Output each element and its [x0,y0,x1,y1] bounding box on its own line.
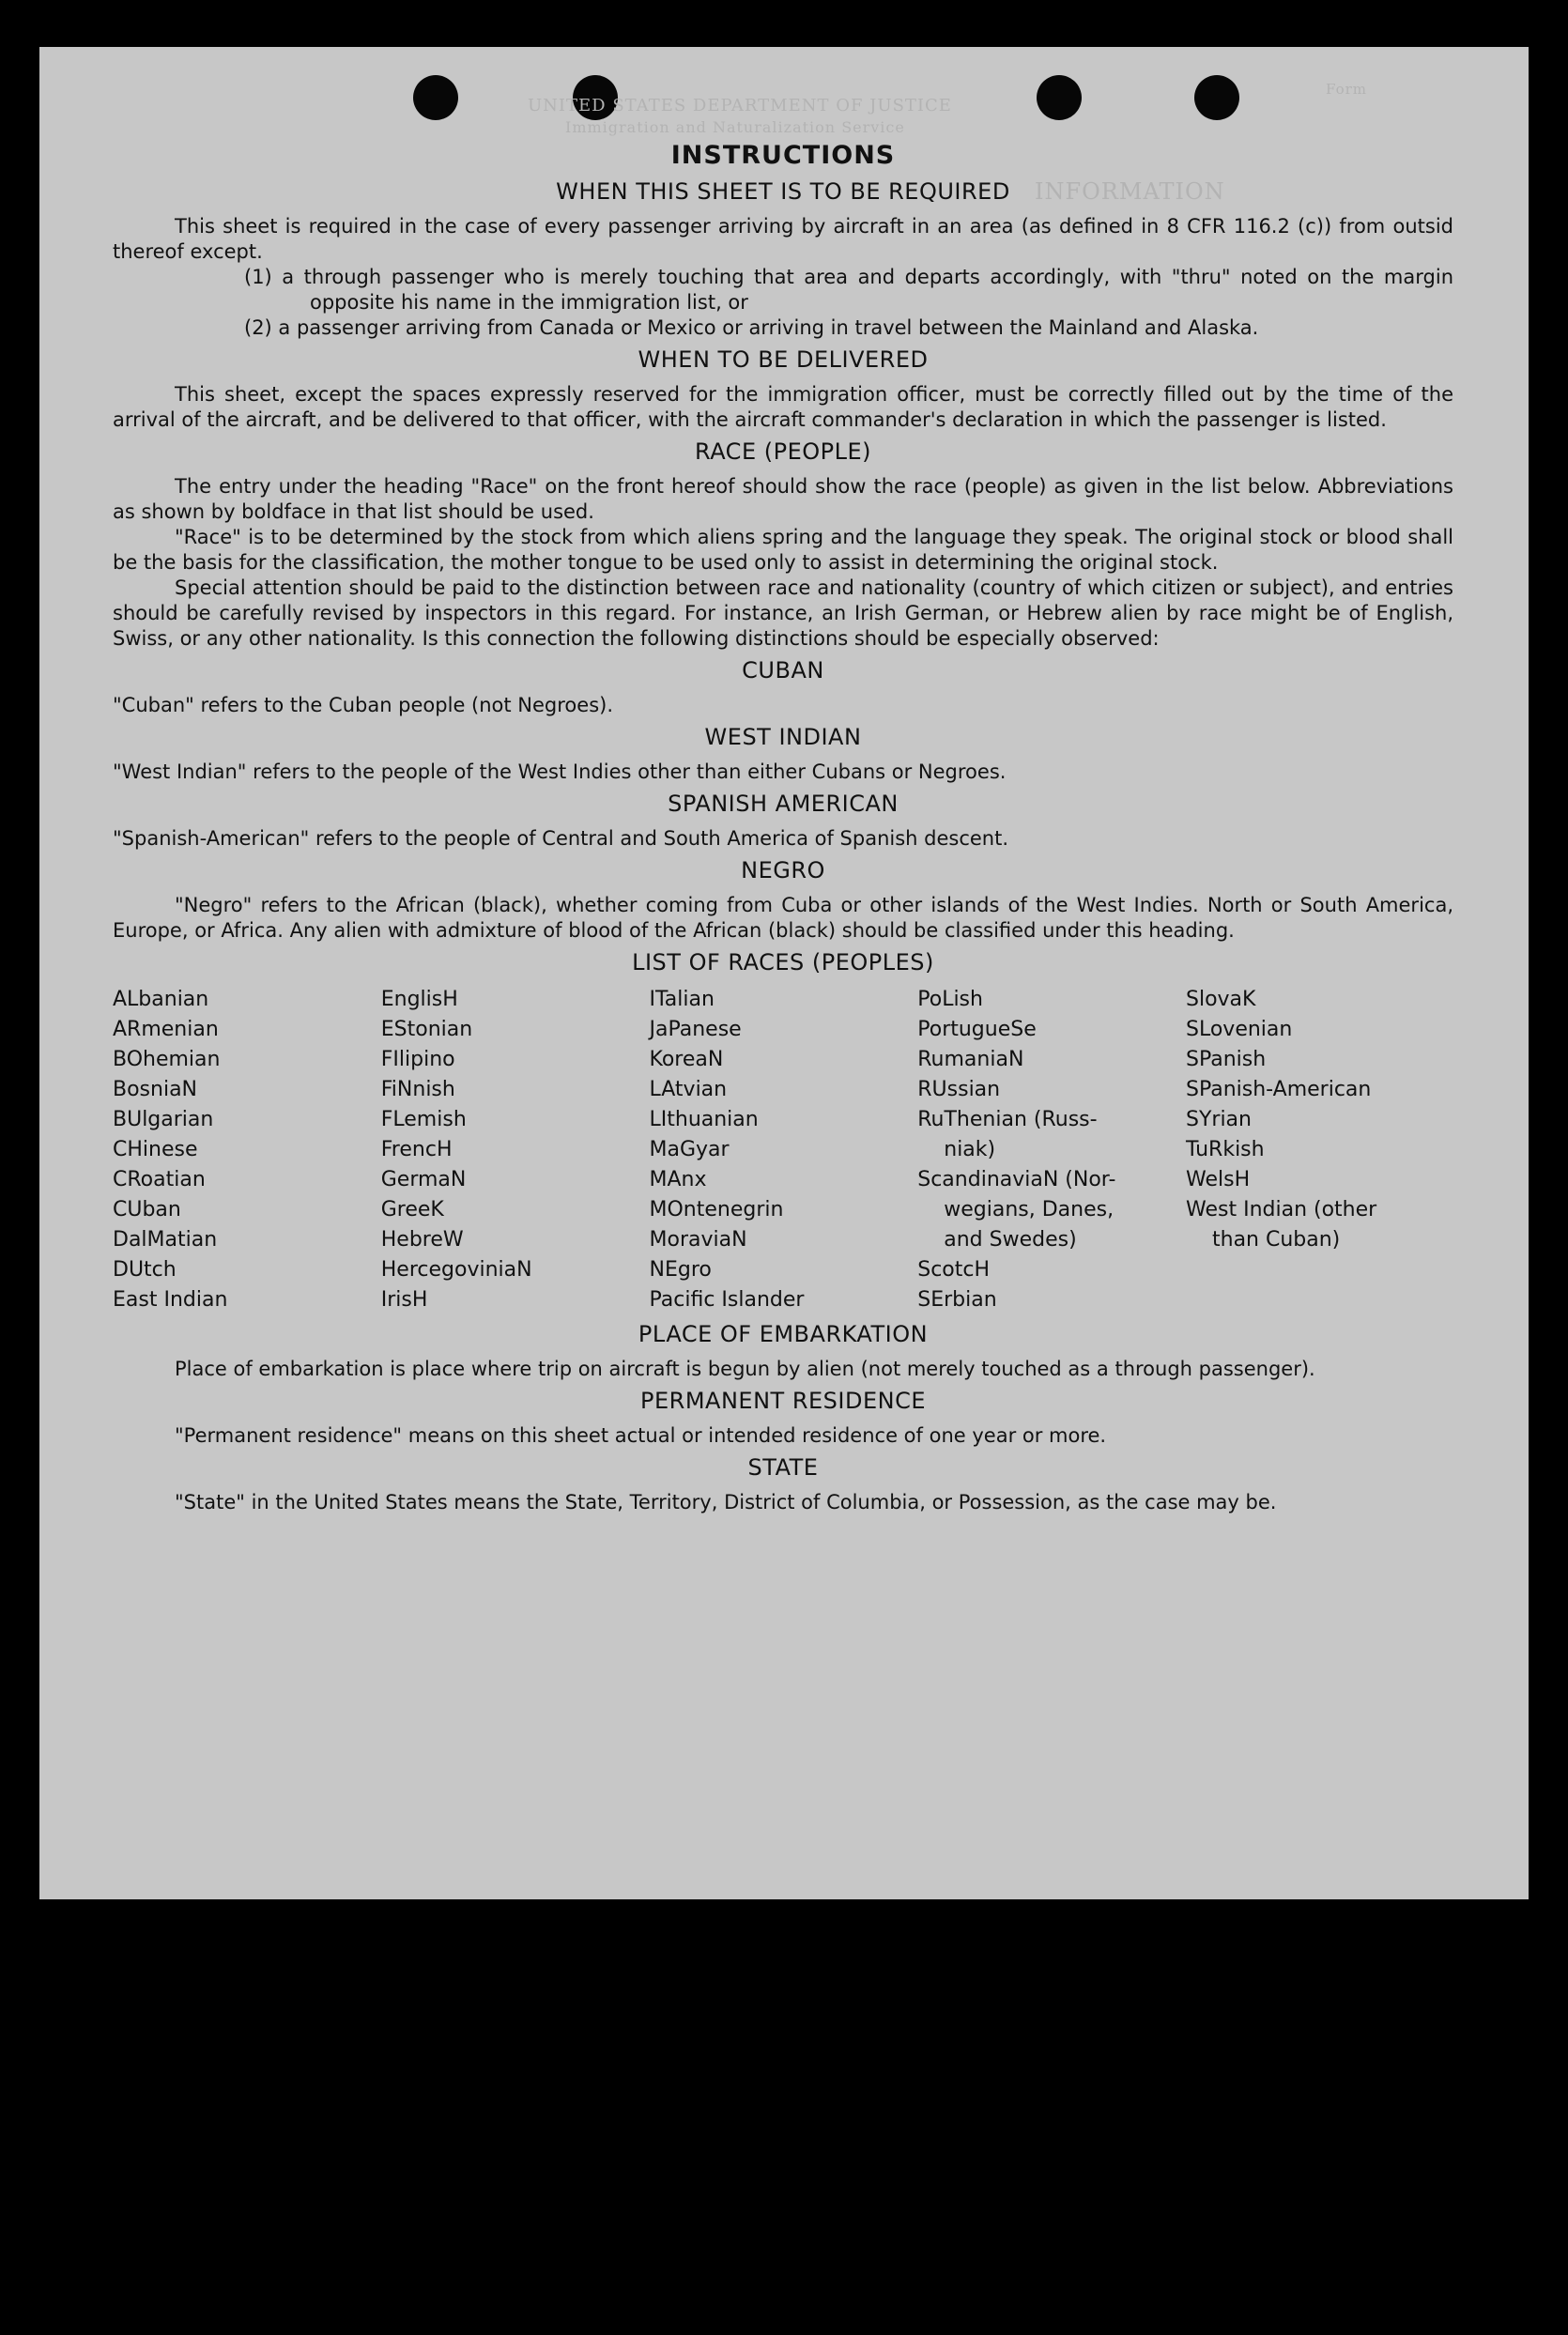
punch-hole [413,75,458,120]
section-heading-list-of-races: LIST OF RACES (PEOPLES) [632,949,934,975]
race-entry: SPanish [1186,1048,1267,1071]
section-heading-state: STATE [747,1454,819,1481]
race-entry: CUban [113,1198,181,1221]
west-indian-text: "West Indian" refers to the people of the West Indies other than either Cubans or Negroes. [113,760,1007,783]
race-column [650,985,917,1315]
race-entry: than Cuban) [1212,1228,1341,1252]
race-entry: GreeK [380,1198,444,1221]
state-text: "State" in the United States means the State, Territory, District of Columbia, or Possession, as the case may be. [175,1491,1277,1513]
bleed-through-agency: UNITED STATES DEPARTMENT OF JUSTICE [528,96,952,115]
race-entry: LAtvian [649,1078,728,1101]
race-entry: RuThenian (Russ- [917,1108,1098,1131]
race-entry: EnglisH [380,988,458,1011]
punch-hole [1037,75,1082,120]
page-title: INSTRUCTIONS [670,141,896,170]
instructions-content [113,141,1453,1519]
race-entry: PoLish [917,988,983,1011]
race-entry: FLemish [380,1108,467,1131]
race-entry: SlovaK [1186,988,1256,1011]
cuban-text: "Cuban" refers to the Cuban people (not Negroes). [113,694,614,716]
section-heading-spanish-american: SPANISH AMERICAN [668,791,899,817]
race-entry: ARmenian [113,1018,219,1041]
race-entry: and Swedes) [944,1228,1077,1252]
race-column [1186,985,1453,1315]
race-entry: East Indian [113,1288,228,1312]
race-entry: SLovenian [1186,1018,1293,1041]
delivered-text: This sheet, except the spaces expressly reserved for the immigration officer, must be correctly filled out by the time of the arrival of the aircraft, and be delivered to that officer, with the aircraft commander's declaration in which the passenger is listed. [113,383,1453,431]
spanish-american-text: "Spanish-American" refers to the people of Central and South America of Spanish descent. [113,827,1009,850]
race-entry: GermaN [380,1168,467,1191]
race-entry: CHinese [113,1138,198,1161]
race-entry: MoraviaN [649,1228,747,1252]
race-entry: FIlipino [380,1048,455,1071]
punch-hole [1194,75,1239,120]
race-column [917,985,1185,1315]
embarkation-text: Place of embarkation is place where trip on aircraft is begun by alien (not merely touched as a through passenger). [175,1358,1315,1380]
race-entry: BOhemian [113,1048,221,1071]
race-column [381,985,649,1315]
race-entry: SYrian [1186,1108,1252,1131]
race-entry: Pacific Islander [649,1288,805,1312]
race-entry: CRoatian [113,1168,206,1191]
race-entry: DUtch [113,1258,177,1282]
race-entry: TuRkish [1186,1138,1265,1161]
race-entry: HercegoviniaN [380,1258,532,1282]
race-entry: RumaniaN [917,1048,1024,1071]
race-entry: PortugueSe [917,1018,1037,1041]
section-heading-embarkation: PLACE OF EMBARKATION [638,1321,929,1347]
bleed-through-title: INFORMATION [1035,178,1225,205]
section-heading-residence: PERMANENT RESIDENCE [640,1388,926,1414]
required-item-2: (2) a passenger arriving from Canada or Mexico or arriving in travel between the Mainland and Alaska. [244,316,1259,339]
race-entry: RUssian [917,1078,1001,1101]
instruction-sheet [39,47,1529,1899]
required-intro: This sheet is required in the case of every passenger arriving by aircraft in an area (as defined in 8 CFR 116.2 (c)) from outsid thereof except. [113,215,1453,263]
race-entry: MOntenegrin [649,1198,784,1221]
negro-text: "Negro" refers to the African (black), whether coming from Cuba or other islands of the West Indies. North or South America, Europe, or Africa. Any alien with admixture of blood of the African (black) should be classified under this heading. [113,894,1453,942]
race-entry: ALbanian [113,988,209,1011]
race-entry: niak) [944,1138,996,1161]
race-column [113,985,380,1315]
race-paragraph-1: The entry under the heading "Race" on the front hereof should show the race (people) as given in the list below. Abbreviations as shown by boldface in that list should be used. [113,475,1453,523]
race-entry: BUlgarian [113,1108,214,1131]
race-entry: EStonian [380,1018,473,1041]
bleed-through-service: Immigration and Naturalization Service [565,118,905,136]
section-heading-west-indian: WEST INDIAN [704,724,862,750]
race-entry: ScandinaviaN (Nor- [917,1168,1116,1191]
race-entry: SPanish-American [1186,1078,1372,1101]
race-entry: ScotcH [917,1258,991,1282]
bleed-through-form: Form [1326,81,1368,98]
race-entry: JaPanese [649,1018,742,1041]
race-list [113,985,1453,1315]
residence-text: "Permanent residence" means on this sheet actual or intended residence of one year or more. [175,1424,1107,1447]
race-entry: wegians, Danes, [944,1198,1115,1221]
race-entry: KoreaN [649,1048,724,1071]
race-entry: IrisH [380,1288,428,1312]
section-heading-required: WHEN THIS SHEET IS TO BE REQUIRED [556,178,1010,205]
race-paragraph-2: "Race" is to be determined by the stock from which aliens spring and the language they speak. The original stock or blood shall be the basis for the classification, the mother tongue to be used only to assist in determining the original stock. [113,526,1453,574]
section-heading-race: RACE (PEOPLE) [694,438,871,465]
race-entry: SErbian [917,1288,997,1312]
race-entry: MAnx [649,1168,707,1191]
race-entry: HebreW [380,1228,464,1252]
race-entry: BosniaN [113,1078,198,1101]
race-entry: West Indian (other [1186,1198,1377,1221]
race-paragraph-3: Special attention should be paid to the distinction between race and nationality (country of which citizen or subject), and entries should be carefully revised by inspectors in this regard. For instance, an Irish German, or Hebrew alien by race might be of English, Swiss, or any other nationality. Is this connection the following distinctions should be especially observed: [113,576,1453,650]
race-entry: MaGyar [649,1138,730,1161]
race-entry: WelsH [1186,1168,1251,1191]
section-heading-cuban: CUBAN [742,657,824,684]
race-entry: DalMatian [113,1228,218,1252]
required-item-1: (1) a through passenger who is merely touching that area and departs accordingly, with "thru" noted on the margin opposite his name in the immigration list, or [244,266,1453,314]
section-heading-negro: NEGRO [741,857,825,883]
race-entry: FrencH [380,1138,453,1161]
race-entry: ITalian [649,988,715,1011]
race-entry: FiNnish [380,1078,455,1101]
race-entry: LIthuanian [649,1108,759,1131]
race-entry: NEgro [649,1258,712,1282]
section-heading-delivered: WHEN TO BE DELIVERED [638,346,929,373]
